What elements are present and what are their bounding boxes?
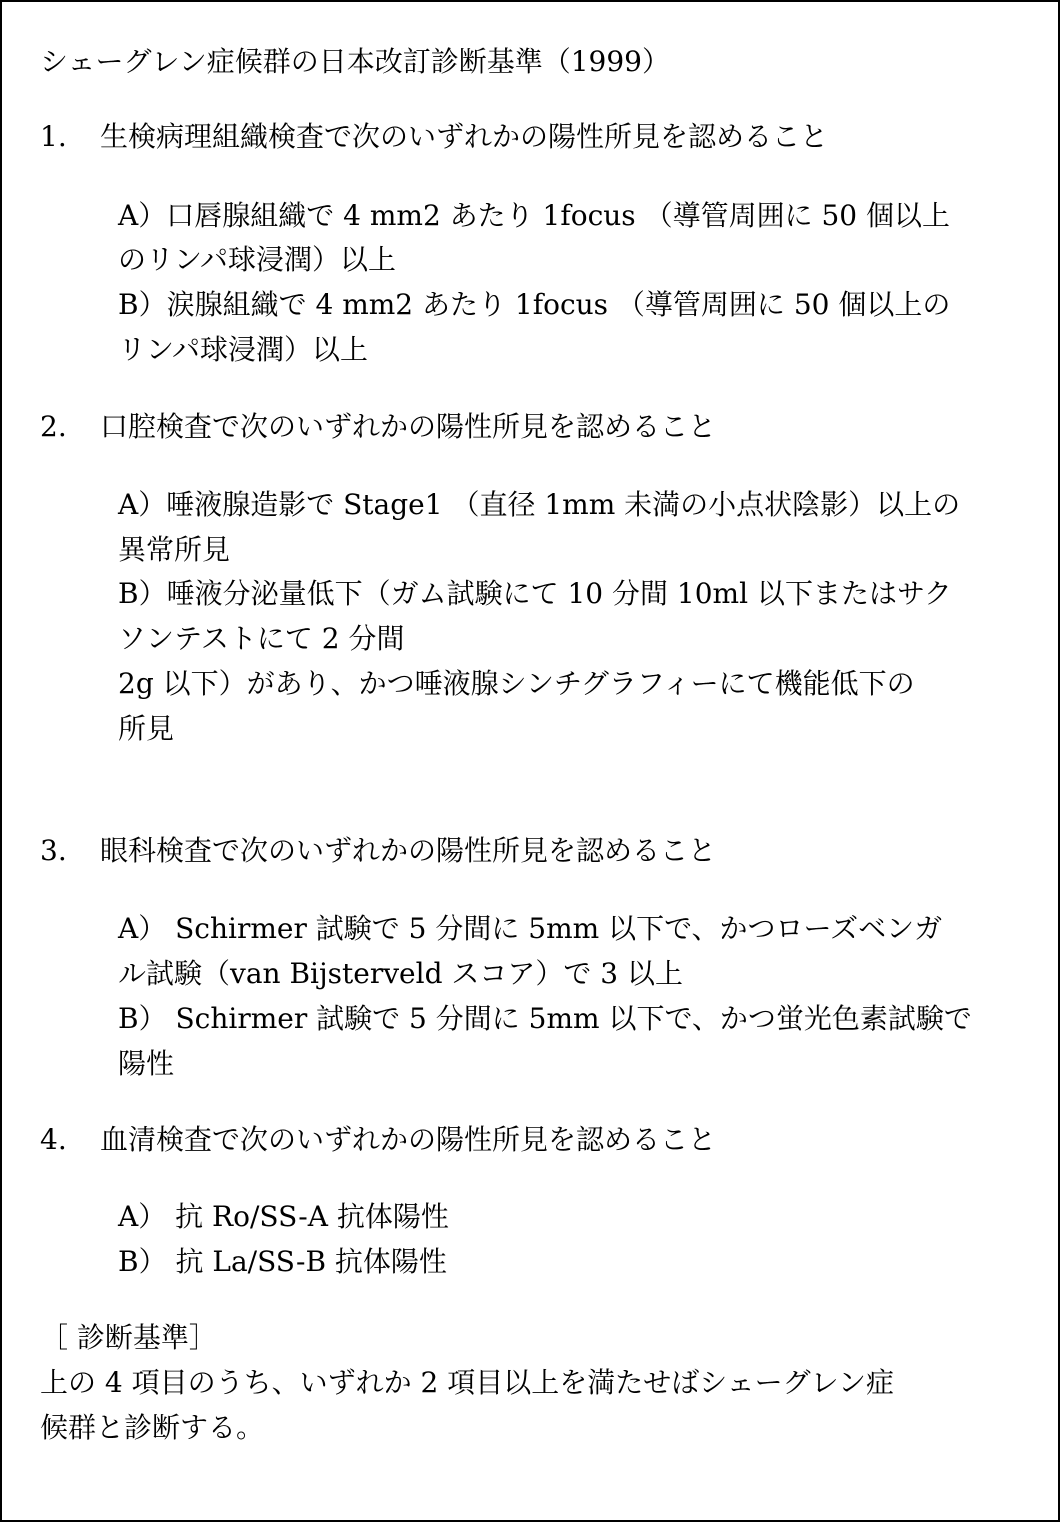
criteria-line-1: 上の 4 項目のうち、いずれか 2 項目以上を満たせばシェーグレン症 (40, 1366, 894, 1399)
section-3-line-4: 陽性 (118, 1047, 175, 1080)
section-3-line-1: A） Schirmer 試験で 5 分間に 5mm 以下で、かつローズベンガ (118, 912, 943, 945)
section-4-line-2: B） 抗 La/SS-B 抗体陽性 (118, 1245, 447, 1278)
section-2-line-1: A）唾液腺造影で Stage1 （直径 1mm 未満の小点状陰影）以上の (118, 488, 961, 521)
section-2-line-4: ソンテストにて 2 分間 (118, 622, 405, 655)
section-4-line-1: A） 抗 Ro/SS-A 抗体陽性 (118, 1200, 449, 1233)
section-4-number: 4. (40, 1123, 67, 1156)
section-2-line-5: 2g 以下）があり、かつ唾液腺シンチグラフィーにて機能低下の (118, 667, 915, 700)
section-2-line-2: 異常所見 (118, 533, 231, 566)
section-2-number: 2. (40, 410, 67, 443)
section-3-number: 3. (40, 834, 67, 867)
section-1-line-3: B）涙腺組織で 4 mm2 あたり 1focus （導管周囲に 50 個以上の (118, 288, 951, 321)
section-1-line-1: A）口唇腺組織で 4 mm2 あたり 1focus （導管周囲に 50 個以上 (118, 199, 951, 232)
section-4-heading-text: 血清検査で次のいずれかの陽性所見を認めること (100, 1123, 717, 1156)
document-title: シェーグレン症候群の日本改訂診断基準（1999） (40, 45, 671, 78)
section-1-line-4: リンパ球浸潤）以上 (118, 333, 369, 366)
criteria-line-2: 候群と診断する。 (40, 1411, 265, 1444)
section-3-heading (40, 829, 716, 873)
section-4-heading (40, 1118, 716, 1162)
section-3-heading-text: 眼科検査で次のいずれかの陽性所見を認めること (100, 834, 717, 867)
section-2-heading (40, 405, 716, 449)
section-2-heading-text: 口腔検査で次のいずれかの陽性所見を認めること (100, 410, 717, 443)
section-1-heading (40, 115, 828, 159)
criteria-heading: ［ 診断基準］ (40, 1321, 217, 1354)
section-2-line-6: 所見 (118, 712, 175, 745)
section-2-line-3: B）唾液分泌量低下（ガム試験にて 10 分間 10ml 以下またはサク (118, 577, 952, 610)
section-1-heading-text: 生検病理組織検査で次のいずれかの陽性所見を認めること (100, 120, 829, 153)
section-3-line-2: ル試験（van Bijsterveld スコア）で 3 以上 (118, 957, 684, 990)
section-1-number: 1. (40, 120, 67, 153)
section-3-line-3: B） Schirmer 試験で 5 分間に 5mm 以下で、かつ蛍光色素試験で (118, 1002, 972, 1035)
section-1-line-2: のリンパ球浸潤）以上 (118, 243, 397, 276)
